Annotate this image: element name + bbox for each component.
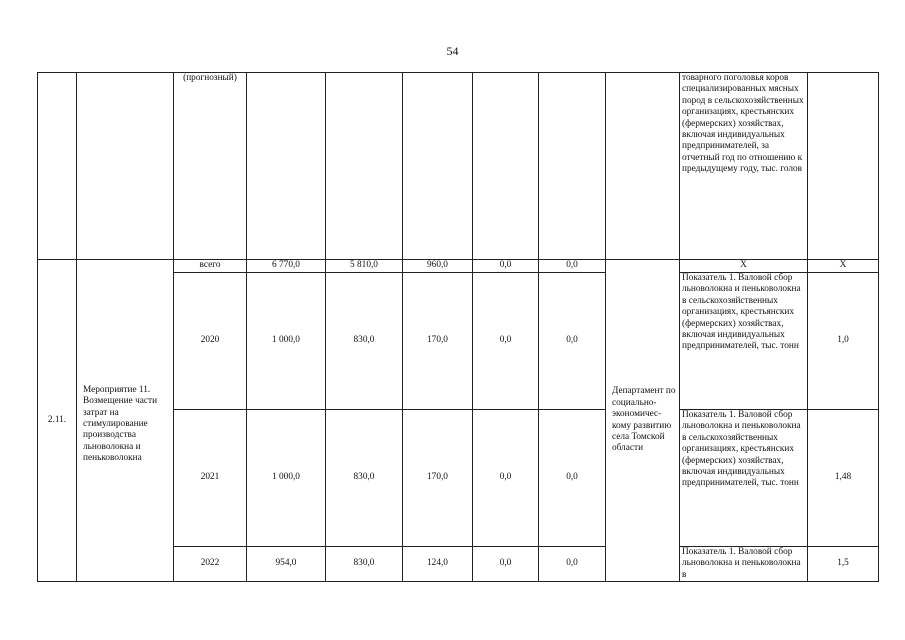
federal-cell: 830,0 xyxy=(326,273,403,410)
indicator-cell: товарного поголовья коров специализированных мясных пород в сельскохозяйственных организациях, крестьянских (фермерских) хозяйствах, включая индивидуальных предпринимателей, за отчетный год по отношению к предыдущему году, тыс. голов xyxy=(680,73,808,260)
table-row xyxy=(38,73,879,260)
federal-cell: 5 810,0 xyxy=(326,260,403,273)
regional-cell: 124,0 xyxy=(403,547,473,582)
indicator-cell xyxy=(680,547,808,582)
indicator-cell: X xyxy=(680,260,808,273)
extra-cell: 0,0 xyxy=(539,260,606,273)
measures-table xyxy=(37,72,879,582)
value-cell: 1,48 xyxy=(808,410,879,547)
local-cell: 0,0 xyxy=(473,547,539,582)
extra-cell: 0,0 xyxy=(539,273,606,410)
value-cell: 1,0 xyxy=(808,273,879,410)
period-cell: 2022 xyxy=(174,547,247,582)
local-cell: 0,0 xyxy=(473,260,539,273)
local-cell: 0,0 xyxy=(473,273,539,410)
measure-number-cell: 2.11. xyxy=(38,260,77,582)
period-cell: всего xyxy=(174,260,247,273)
indicator-cell xyxy=(680,273,808,410)
extra-cell xyxy=(539,73,606,260)
indicator-label: Показатель 1. xyxy=(682,273,736,283)
measure-title-cell: Мероприятие 11. Возмещение части затрат на стимулирование производства льноволокна и пеньковолокна xyxy=(77,260,174,582)
title-cell xyxy=(77,73,174,260)
regional-cell: 170,0 xyxy=(403,273,473,410)
regional-cell xyxy=(403,73,473,260)
indicator-text: Валовой сбор льноволокна и пеньковолокна в xyxy=(682,547,801,580)
executor-cell: Департамент по социально-экономичес-кому развитию села Томской области xyxy=(606,260,680,582)
page-number: 54 xyxy=(446,44,459,58)
regional-cell: 170,0 xyxy=(403,410,473,547)
value-cell: 1,5 xyxy=(808,547,879,582)
federal-cell xyxy=(326,73,403,260)
extra-cell: 0,0 xyxy=(539,410,606,547)
period-cell: 2021 xyxy=(174,410,247,547)
executor-cell xyxy=(606,73,680,260)
regional-cell: 960,0 xyxy=(403,260,473,273)
total-cell: 954,0 xyxy=(247,547,326,582)
total-cell xyxy=(247,73,326,260)
local-cell xyxy=(473,73,539,260)
federal-cell: 830,0 xyxy=(326,410,403,547)
total-cell: 1 000,0 xyxy=(247,273,326,410)
indicator-text: Валовой сбор льноволокна и пеньковолокна в сельскохозяйственных организациях, крестьянских (фермерских) хозяйствах, включая индивидуальных предпринимателей, тыс. тонн xyxy=(682,410,801,489)
total-cell: 6 770,0 xyxy=(247,260,326,273)
total-cell: 1 000,0 xyxy=(247,410,326,547)
period-cell: (прогнозный) xyxy=(174,73,247,260)
value-cell xyxy=(808,73,879,260)
value-cell: X xyxy=(808,260,879,273)
local-cell: 0,0 xyxy=(473,410,539,547)
period-cell: 2020 xyxy=(174,273,247,410)
number-cell xyxy=(38,73,77,260)
table-row xyxy=(38,260,879,273)
indicator-cell xyxy=(680,410,808,547)
federal-cell: 830,0 xyxy=(326,547,403,582)
indicator-label: Показатель 1. xyxy=(682,547,736,557)
indicator-label: Показатель 1. xyxy=(682,410,736,420)
extra-cell: 0,0 xyxy=(539,547,606,582)
indicator-text: Валовой сбор льноволокна и пеньковолокна в сельскохозяйственных организациях, крестьянских (фермерских) хозяйствах, включая индивидуальных предпринимателей, тыс. тонн xyxy=(682,273,801,352)
